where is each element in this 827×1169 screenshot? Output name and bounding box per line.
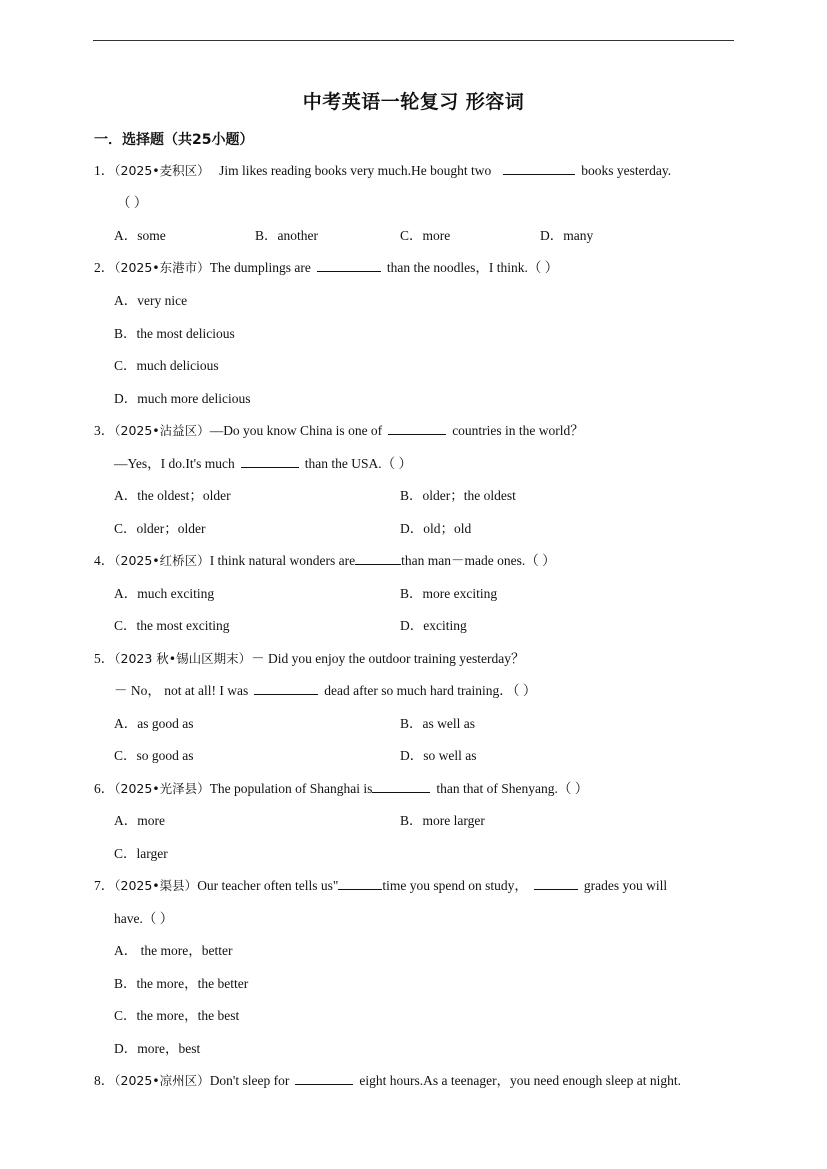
question-stem: I think natural wonders are [209,553,356,568]
question-stem: —Yes，I do.It's much [114,456,235,471]
answer-blank[interactable] [372,780,430,793]
option-b[interactable]: B．another [255,228,318,243]
option-b[interactable]: B．more larger [400,813,485,828]
option-d[interactable]: D．many [540,228,594,243]
answer-blank[interactable] [241,455,299,468]
option-c[interactable]: C．older；older [114,521,206,536]
option-c[interactable]: C．so good as [114,748,194,763]
answer-blank[interactable] [317,259,381,272]
question-stem-end: books yesterday. [581,163,672,178]
option-d[interactable]: D．exciting [400,618,467,633]
option-a[interactable]: A． the more，better [114,943,233,958]
question-stem: － No， not at all! I was [114,683,249,698]
page-title: 中考英语一轮复习 形容词 [302,91,525,113]
header-rule [93,40,734,41]
option-a[interactable]: A．as good as [114,716,194,731]
answer-blank[interactable] [355,552,401,565]
question-7-line2: have.（ ） [114,911,174,926]
option-a[interactable]: A．very nice [114,293,188,308]
question-1 [94,162,671,180]
question-3-line2 [114,455,412,473]
question-source: （2025•东港市） [114,260,210,275]
question-6 [94,780,588,798]
question-stem-end: than the USA.（ ） [304,456,412,471]
question-stem: Don't sleep for [209,1073,290,1088]
question-number: 5． [94,651,115,666]
option-b[interactable]: B．more exciting [400,586,498,601]
question-source: （2025•麦积区） [114,163,210,178]
question-stem: The dumplings are [209,260,311,275]
option-c[interactable]: C．the most exciting [114,618,230,633]
question-3 [94,422,584,440]
option-c[interactable]: C．the more，the best [114,1008,240,1023]
question-8 [94,1072,681,1090]
question-stem-end: than man－made ones.（ ） [401,553,556,568]
option-d[interactable]: D．more，best [114,1041,201,1056]
option-b[interactable]: B．as well as [400,716,475,731]
option-b[interactable]: B．the most delicious [114,326,235,341]
option-d[interactable]: D．old；old [400,521,472,536]
question-4 [94,552,556,570]
option-a[interactable]: A．much exciting [114,586,215,601]
option-d[interactable]: D．so well as [400,748,477,763]
option-b[interactable]: B．older；the oldest [400,488,516,503]
question-stem: Our teacher often tells us" [197,878,339,893]
question-stem-end: grades you will [583,878,668,893]
question-source: （2025•红桥区） [114,553,210,568]
answer-blank[interactable] [388,422,446,435]
option-a[interactable]: A．the oldest；older [114,488,231,503]
answer-blank[interactable] [534,877,578,890]
question-stem: Jim likes reading books very much.He bought two [219,163,492,178]
question-stem-end: dead after so much hard training．（ ） [324,683,537,698]
question-2 [94,259,558,277]
question-source: （2023 秋•锡山区期末） [114,651,252,666]
question-number: 1． [94,163,115,178]
question-stem-mid: time you spend on study， [382,878,528,893]
question-stem-end: than that of Shenyang.（ ） [436,781,589,796]
question-number: 7． [94,878,115,893]
option-b[interactable]: B．the more，the better [114,976,249,991]
question-source: （2025•沾益区） [114,423,210,438]
question-number: 4． [94,553,115,568]
option-c[interactable]: C．larger [114,846,168,861]
question-number: 6． [94,781,115,796]
question-stem: —Do you know China is one of [209,423,383,438]
option-a[interactable]: A．more [114,813,165,828]
question-stem-end: eight hours.As a teenager，you need enough sleep at night. [359,1073,682,1088]
question-stem-end: countries in the world？ [452,423,584,438]
option-c[interactable]: C．much delicious [114,358,219,373]
question-source: （2025•光泽县） [114,781,210,796]
answer-blank[interactable] [503,162,575,175]
section-heading: 一．选择题（共25小题） [94,132,254,148]
question-7 [94,877,667,895]
question-number: 3． [94,423,115,438]
option-d[interactable]: D．much more delicious [114,391,251,406]
question-stem: － Did you enjoy the outdoor training yesterday？ [251,651,525,666]
answer-blank[interactable] [254,682,318,695]
question-source: （2025•凉州区） [114,1073,210,1088]
question-stem: The population of Shanghai is [209,781,373,796]
option-a[interactable]: A．some [114,228,166,243]
question-source: （2025•渠县） [114,878,198,893]
question-stem-end: than the noodles，I think.（ ） [386,260,559,275]
question-5 [94,650,525,668]
answer-blank[interactable] [295,1072,353,1085]
option-c[interactable]: C．more [400,228,451,243]
answer-blank[interactable] [338,877,382,890]
answer-paren: （ ） [117,195,148,210]
question-number: 2． [94,260,115,275]
question-number: 8． [94,1073,115,1088]
question-5-line2 [114,682,536,700]
